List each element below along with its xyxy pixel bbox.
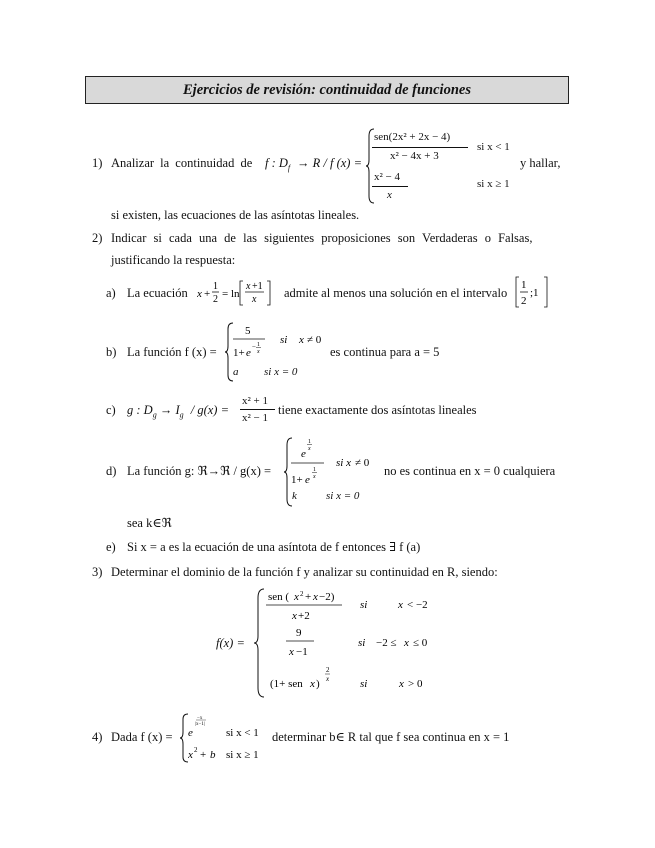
ex2c-denominator: x² − 1 bbox=[242, 412, 269, 424]
ex1-intro: Analizar la continuidad de bbox=[111, 156, 253, 170]
svg-text:e: e bbox=[305, 474, 310, 486]
ex2a-label: a) bbox=[106, 286, 116, 300]
svg-text:si: si bbox=[360, 599, 368, 611]
svg-text:x: x bbox=[197, 288, 202, 300]
ex1-case1-numerator: sen(2x² + 2x − 4) bbox=[374, 131, 451, 143]
ex4-text2: determinar b∈ R tal que f sea continua en x = 1 bbox=[272, 730, 510, 744]
svg-text:x: x bbox=[257, 349, 260, 355]
ex2-line1: Indicar si cada una de las siguientes proposiciones son Verdaderas o Falsas, bbox=[111, 231, 533, 245]
ex1-line2: si existen, las ecuaciones de las asíntotas lineales. bbox=[111, 208, 360, 222]
svg-text:x: x bbox=[313, 474, 316, 480]
ex3-cases bbox=[264, 588, 454, 698]
ex1-case1-condition: si x < 1 bbox=[477, 141, 510, 153]
ex3-text: Determinar el dominio de la función f y analizar su continuidad en R, siendo: bbox=[111, 565, 498, 579]
svg-text:x: x bbox=[188, 749, 193, 761]
svg-text:x: x bbox=[299, 334, 304, 346]
ex1-number: 1) bbox=[92, 156, 103, 170]
svg-text:2: 2 bbox=[521, 295, 527, 307]
svg-text:1: 1 bbox=[308, 439, 311, 445]
ex1-tail: y hallar, bbox=[520, 156, 561, 170]
ex1-case2-numerator: x² − 4 bbox=[374, 171, 401, 183]
ex3-number: 3) bbox=[92, 565, 103, 579]
svg-text:x: x bbox=[292, 610, 297, 622]
ex2d-case1-drawing bbox=[291, 436, 381, 486]
ex2d-case2-condition: si x = 0 bbox=[326, 490, 360, 502]
svg-text:2: 2 bbox=[326, 666, 330, 674]
svg-text:−: − bbox=[252, 343, 256, 351]
svg-text:x: x bbox=[326, 675, 330, 683]
ex2c-numerator: x² + 1 bbox=[242, 395, 269, 407]
svg-text:2: 2 bbox=[300, 590, 304, 598]
ex1-case1-denominator: x² − 4x + 3 bbox=[390, 150, 439, 162]
svg-text:x: x bbox=[289, 646, 294, 658]
ex4-cases-drawing bbox=[188, 712, 272, 764]
ex2b-text2: es continua para a = 5 bbox=[330, 345, 440, 359]
svg-text:1+: 1+ bbox=[233, 347, 245, 359]
svg-text:): ) bbox=[316, 678, 320, 690]
svg-text:+1: +1 bbox=[252, 281, 263, 292]
svg-text:x: x bbox=[294, 591, 299, 603]
svg-text:5: 5 bbox=[245, 325, 251, 337]
ex2b-case2-value: a bbox=[233, 366, 239, 378]
ex2d-text2: no es continua en x = 0 cualquiera bbox=[384, 464, 556, 478]
title-box bbox=[85, 76, 569, 104]
ex2b-case2-condition: si x = 0 bbox=[264, 366, 298, 378]
ex3-lhs: f(x) = bbox=[216, 636, 245, 650]
ex2a-interval-drawing bbox=[515, 276, 551, 308]
svg-text:x: x bbox=[404, 637, 409, 649]
ex2b-label: b) bbox=[106, 345, 117, 359]
svg-text:2: 2 bbox=[213, 294, 218, 305]
ex2a-equation-drawing bbox=[197, 278, 279, 308]
ex1-func-rest: → R / f (x) = bbox=[297, 156, 363, 170]
svg-text:≤ 0: ≤ 0 bbox=[413, 637, 428, 649]
ex4-cases bbox=[188, 712, 272, 764]
svg-text:b: b bbox=[210, 749, 216, 761]
svg-text:x: x bbox=[246, 281, 251, 292]
svg-text:≠ 0: ≠ 0 bbox=[355, 457, 370, 469]
svg-text:+: + bbox=[305, 591, 312, 603]
svg-text:1: 1 bbox=[313, 467, 316, 473]
svg-text:+2: +2 bbox=[298, 610, 310, 622]
ex2d-label: d) bbox=[106, 464, 117, 478]
ex3-cases-drawing bbox=[264, 588, 454, 698]
ex2c-fraction-bar bbox=[240, 409, 275, 410]
ex2a-text1: La ecuación bbox=[127, 286, 188, 300]
ex1-case2-condition: si x ≥ 1 bbox=[477, 178, 510, 190]
svg-text:si: si bbox=[358, 637, 366, 649]
svg-text:+: + bbox=[204, 288, 211, 300]
svg-text:+: + bbox=[200, 749, 207, 761]
ex2b-case1-drawing bbox=[233, 322, 333, 362]
page-title: Ejercicios de revisión: continuidad de funciones bbox=[183, 81, 471, 98]
ex2a-text2: admite al menos una solución en el intervalo bbox=[284, 286, 508, 300]
svg-text:si x < 1: si x < 1 bbox=[226, 727, 259, 739]
ex2c-mapping: g : $D_g \to I_g / g(x)$ = bbox=[127, 403, 230, 420]
svg-text:|x−1|: |x−1| bbox=[195, 722, 205, 727]
ex2a-interval bbox=[515, 276, 551, 308]
svg-text:−2 ≤: −2 ≤ bbox=[376, 637, 397, 649]
svg-text:≠ 0: ≠ 0 bbox=[307, 334, 322, 346]
svg-text:= ln: = ln bbox=[222, 288, 240, 300]
ex2d-case1 bbox=[291, 436, 381, 486]
ex2-line2: justificando la respuesta: bbox=[111, 253, 236, 267]
ex2e-text: Si x = a es la ecuación de una asíntota de f entonces ∃ f (a) bbox=[127, 540, 421, 554]
svg-text:9: 9 bbox=[296, 627, 302, 639]
ex2e-label: e) bbox=[106, 540, 116, 554]
ex2d-case2-value: k bbox=[292, 490, 297, 502]
ex2c-text2: tiene exactamente dos asíntotas lineales bbox=[278, 403, 477, 417]
svg-text:x: x bbox=[398, 599, 403, 611]
ex2a-equation bbox=[197, 278, 279, 308]
svg-text:1: 1 bbox=[213, 281, 218, 292]
ex2d-line2: sea k∈ℜ bbox=[127, 516, 172, 530]
svg-text:sen (: sen ( bbox=[268, 591, 290, 603]
ex2b-case1 bbox=[233, 322, 333, 362]
svg-text:< −2: < −2 bbox=[407, 599, 428, 611]
ex2d-text1: La función g: ℜ→ℜ / g(x) = bbox=[127, 464, 272, 478]
svg-text:si: si bbox=[360, 678, 368, 690]
ex2-number: 2) bbox=[92, 231, 103, 245]
svg-text:si: si bbox=[280, 334, 288, 346]
ex1-case1-fraction-bar bbox=[372, 147, 468, 148]
svg-text:x: x bbox=[313, 591, 318, 603]
ex2b-text1: La función f (x) = bbox=[127, 345, 217, 359]
svg-text:si x: si x bbox=[336, 457, 351, 469]
svg-text:−2): −2) bbox=[319, 591, 335, 603]
svg-text:e: e bbox=[246, 347, 251, 359]
svg-text:si x ≥ 1: si x ≥ 1 bbox=[226, 749, 259, 761]
svg-text:(1+ sen: (1+ sen bbox=[270, 678, 303, 690]
svg-text:1: 1 bbox=[257, 342, 260, 348]
ex4-number: 4) bbox=[92, 730, 103, 744]
svg-text:;1: ;1 bbox=[530, 287, 539, 299]
svg-text:x: x bbox=[310, 678, 315, 690]
svg-text:x: x bbox=[399, 678, 404, 690]
svg-text:−x: −x bbox=[197, 716, 203, 721]
svg-text:e: e bbox=[301, 448, 306, 460]
svg-text:x: x bbox=[308, 446, 311, 452]
svg-text:2: 2 bbox=[194, 746, 198, 754]
ex1-case2-denominator: x bbox=[387, 189, 392, 201]
svg-text:x: x bbox=[252, 294, 257, 305]
ex2c-label: c) bbox=[106, 403, 116, 417]
svg-text:1+: 1+ bbox=[291, 474, 303, 486]
ex4-text1: Dada f (x) = bbox=[111, 730, 173, 744]
ex1-func-def: f : $D_f$ bbox=[265, 156, 291, 173]
svg-text:> 0: > 0 bbox=[408, 678, 423, 690]
svg-text:e: e bbox=[188, 727, 193, 739]
svg-text:−1: −1 bbox=[296, 646, 308, 658]
ex1-case2-fraction-bar bbox=[372, 186, 408, 187]
svg-text:1: 1 bbox=[521, 279, 527, 291]
